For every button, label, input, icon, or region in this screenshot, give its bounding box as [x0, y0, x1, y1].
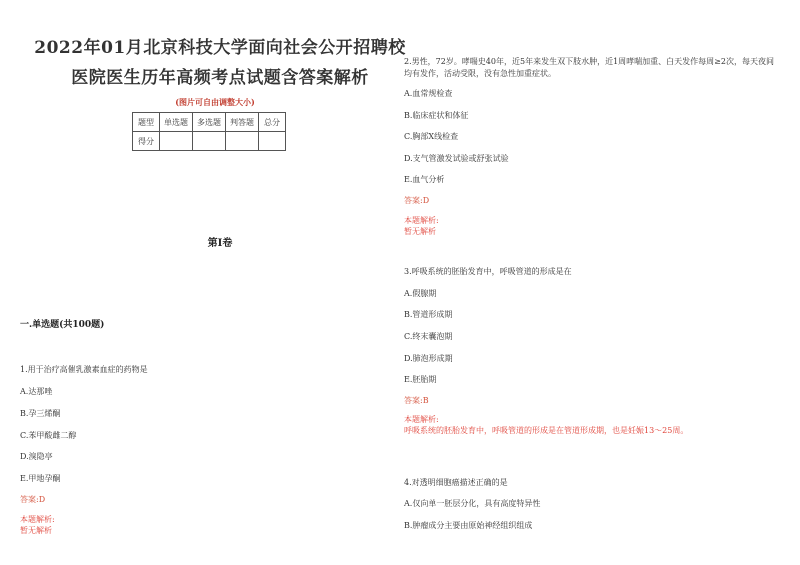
section-title: 一.单选题(共100题) — [20, 320, 105, 330]
question-3-option-e: E.胚胎期 — [404, 375, 437, 384]
question-2-option-e: E.血气分析 — [404, 175, 445, 184]
question-1-option-e: E.甲地孕酮 — [20, 474, 61, 483]
score-cell — [193, 132, 226, 151]
score-table-header-cell: 单选题 — [160, 113, 193, 132]
score-table-header-cell: 题型 — [133, 113, 160, 132]
score-cell — [226, 132, 259, 151]
question-2-stem: 2.男性，72岁。哮喘史40年，近5年来发生双下肢水肿，近1周哮喘加重、白天发作每周≥2次，每天夜间均有发作，活动受限，没有急性加重症状。 — [404, 57, 774, 78]
question-4-stem: 4.对透明细胞癌描述正确的是 — [404, 478, 508, 487]
question-2-option-c: C.胸部X线检查 — [404, 132, 459, 141]
question-1-option-b: B.孕三烯酮 — [20, 409, 61, 418]
score-table — [132, 112, 286, 151]
question-4-option-b: B.肿瘤成分主要由原始神经组织组成 — [404, 521, 533, 530]
document-title-line-1: 2022年01月北京科技大学面向社会公开招聘校 — [34, 38, 406, 58]
question-1-answer: 答案:D — [20, 495, 46, 504]
question-3-option-b: B.管道形成期 — [404, 310, 453, 319]
question-3-option-d: D.肺泡形成期 — [404, 354, 453, 363]
question-3-option-a: A.假腺期 — [404, 289, 437, 298]
question-1-option-d: D.溴隐亭 — [20, 452, 53, 461]
score-cell — [160, 132, 193, 151]
question-2-answer: 答案:D — [404, 196, 430, 205]
question-2-option-a: A.血常规检查 — [404, 89, 453, 98]
question-4-option-a: A.仅向单一胚层分化，具有高度特异性 — [404, 499, 541, 508]
question-2-analysis: 暂无解析 — [404, 227, 436, 236]
question-1-stem: 1.用于治疗高催乳激素血症的药物是 — [20, 365, 148, 374]
document-title-line-2: 医院医生历年高频考点试题含答案解析 — [71, 68, 369, 88]
question-1-option-c: C.苯甲酸雌二醇 — [20, 431, 77, 440]
score-table-header-cell: 判答题 — [226, 113, 259, 132]
question-2-analysis-label: 本题解析: — [404, 216, 439, 225]
question-2-option-d: D.支气管激发试验或舒张试验 — [404, 154, 509, 163]
question-3-stem: 3.呼吸系统的胚胎发育中，呼吸管道的形成是在 — [404, 267, 572, 276]
score-row-label: 得分 — [133, 132, 160, 151]
question-1-analysis: 暂无解析 — [20, 526, 52, 535]
score-table-header-cell: 多选题 — [193, 113, 226, 132]
question-3-analysis-label: 本题解析: — [404, 415, 439, 424]
image-resize-note: (图片可自由调整大小) — [175, 97, 255, 107]
score-table-score-row — [133, 132, 286, 151]
question-1-option-a: A.达那唑 — [20, 387, 53, 396]
score-table-header-row — [133, 113, 286, 132]
question-2-option-b: B.临床症状和体征 — [404, 111, 469, 120]
volume-title: 第I卷 — [207, 238, 233, 249]
question-3-analysis: 呼吸系统的胚胎发育中，呼吸管道的形成是在管道形成期，也是妊娠13～25周。 — [404, 426, 689, 435]
question-1-analysis-label: 本题解析: — [20, 515, 55, 524]
question-3-option-c: C.终末囊泡期 — [404, 332, 453, 341]
question-3-answer: 答案:B — [404, 396, 429, 405]
score-cell — [259, 132, 286, 151]
score-table-header-cell: 总分 — [259, 113, 286, 132]
